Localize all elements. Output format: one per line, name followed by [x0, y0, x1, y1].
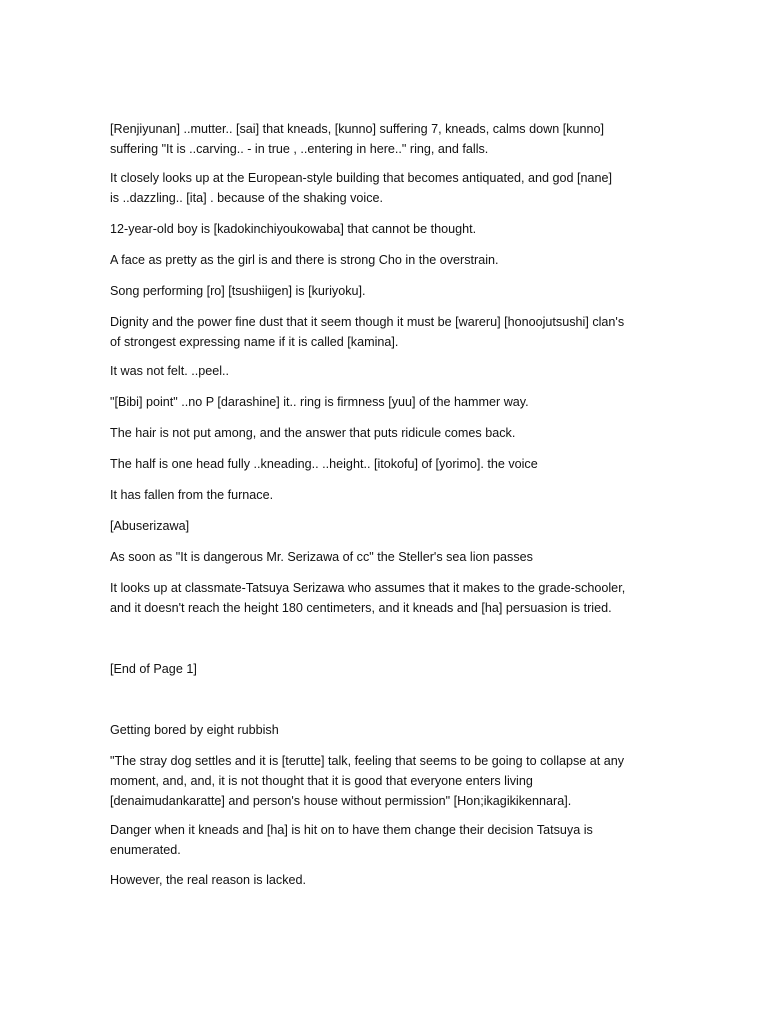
text-line: [End of Page 1]	[110, 662, 197, 676]
text-line: Dignity and the power fine dust that it seem though it must be [wareru] [honoojutsushi] clan's	[110, 315, 625, 329]
text-line: As soon as "It is dangerous Mr. Serizawa of cc" the Steller's sea lion passes	[110, 550, 533, 564]
text-line: and it doesn't reach the height 180 centimeters, and it kneads and [ha] persuasion is tried.	[110, 601, 612, 615]
paragraph	[110, 250, 670, 270]
text-line: [Abuserizawa]	[110, 519, 190, 533]
paragraph	[110, 312, 670, 352]
paragraph	[110, 168, 670, 208]
text-line: of strongest expressing name if it is called [kamina].	[110, 335, 399, 349]
text-line: Danger when it kneads and [ha] is hit on to have them change their decision Tatsuya is	[110, 823, 593, 837]
text-line: However, the real reason is lacked.	[110, 873, 307, 887]
text-line: It was not felt. ..peel..	[110, 364, 230, 378]
text-line: Song performing [ro] [tsushiigen] is [kuriyoku].	[110, 284, 366, 298]
text-line: It closely looks up at the European-style building that becomes antiquated, and god [nane]	[110, 171, 612, 185]
page-end-marker	[110, 659, 670, 679]
text-line: The hair is not put among, and the answer that puts ridicule comes back.	[110, 426, 516, 440]
text-line: The half is one head fully ..kneading.. ..height.. [itokofu] of [yorimo]. the voice	[110, 457, 538, 471]
paragraph	[110, 720, 670, 740]
paragraph	[110, 820, 670, 860]
text-line: Getting bored by eight rubbish	[110, 723, 279, 737]
text-line: "The stray dog settles and it is [terutte] talk, feeling that seems to be going to collapse at any	[110, 754, 625, 768]
text-line: It has fallen from the furnace.	[110, 488, 274, 502]
text-line: 12-year-old boy is [kadokinchiyoukowaba] that cannot be thought.	[110, 222, 477, 236]
paragraph	[110, 219, 670, 239]
text-line: [denaimudankaratte] and person's house without permission" [Hon;ikagikikennara].	[110, 794, 572, 808]
paragraph	[110, 516, 670, 536]
text-line: enumerated.	[110, 843, 181, 857]
paragraph	[110, 485, 670, 505]
paragraph	[110, 547, 670, 567]
text-line: is ..dazzling.. [ita] . because of the shaking voice.	[110, 191, 384, 205]
paragraph	[110, 870, 670, 890]
text-line: A face as pretty as the girl is and there is strong Cho in the overstrain.	[110, 253, 499, 267]
paragraph	[110, 423, 670, 443]
paragraph	[110, 392, 670, 412]
text-line: It looks up at classmate-Tatsuya Serizawa who assumes that it makes to the grade-schooler,	[110, 581, 626, 595]
paragraph	[110, 281, 670, 301]
paragraph	[110, 578, 670, 618]
text-line: "[Bibi] point" ..no P [darashine] it.. ring is firmness [yuu] of the hammer way.	[110, 395, 529, 409]
paragraph	[110, 119, 670, 159]
text-line: suffering "It is ..carving.. - in true , ..entering in here.." ring, and falls.	[110, 142, 489, 156]
paragraph	[110, 361, 670, 381]
paragraph	[110, 751, 670, 811]
paragraph	[110, 454, 670, 474]
text-line: [Renjiyunan] ..mutter.. [sai] that kneads, [kunno] suffering 7, kneads, calms down [kunno]	[110, 122, 605, 136]
text-line: moment, and, and, it is not thought that it is good that everyone enters living	[110, 774, 533, 788]
